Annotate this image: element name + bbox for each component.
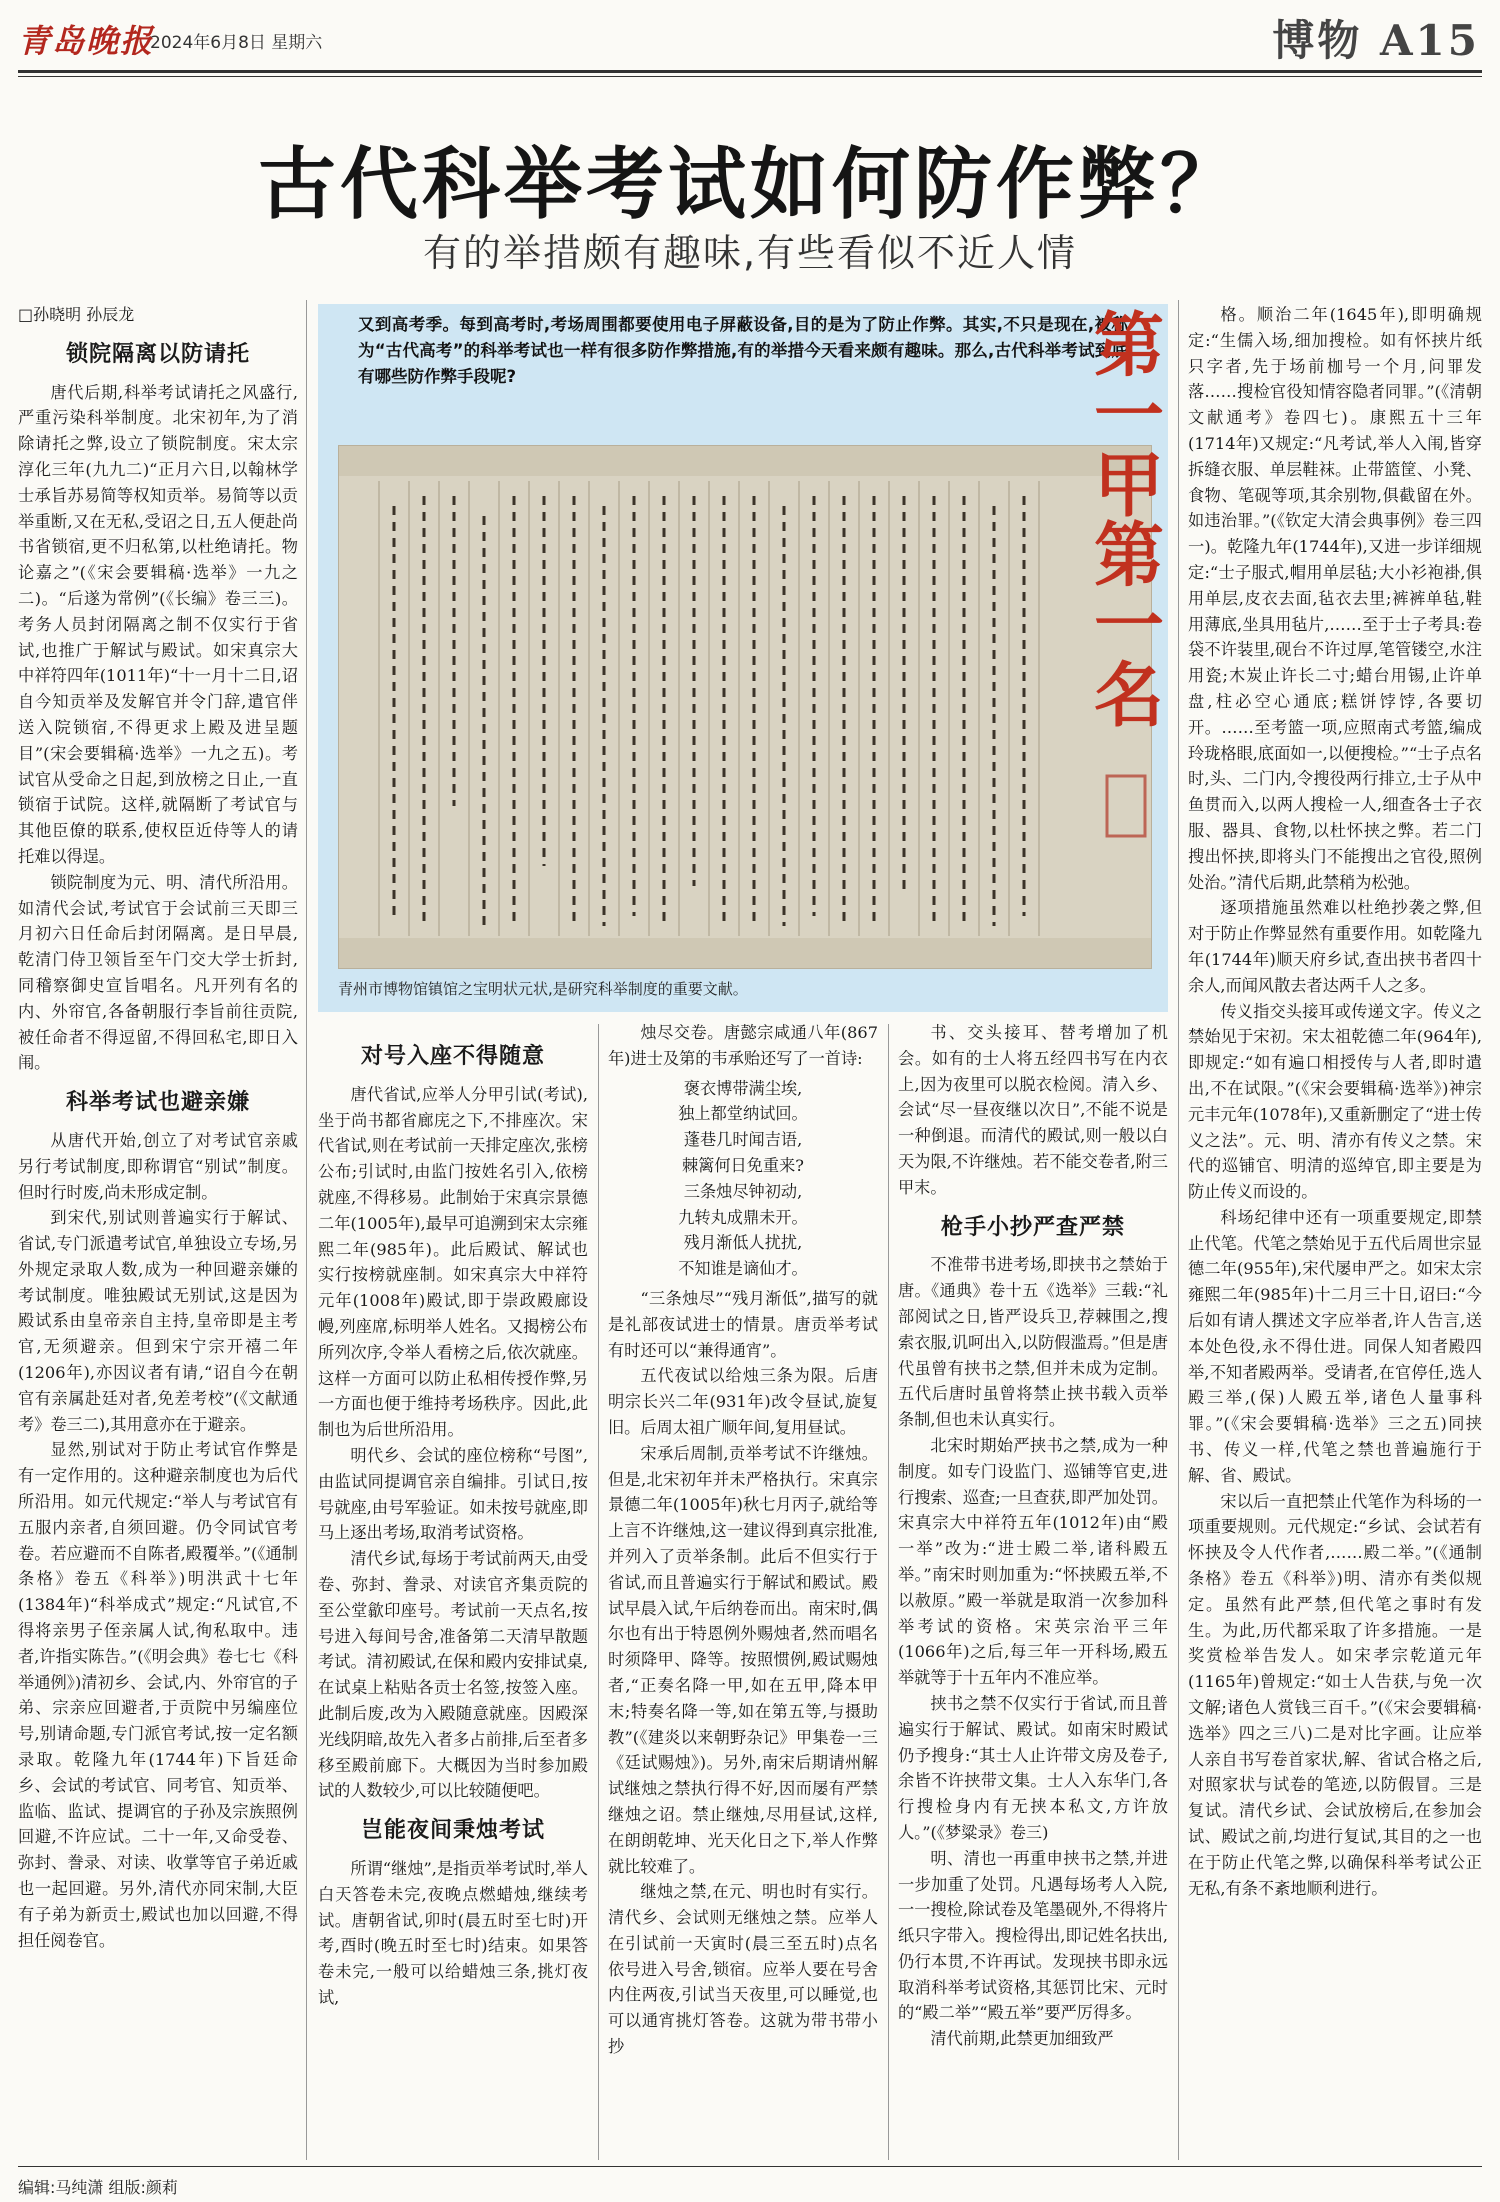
paragraph: 显然,别试对于防止考试官作弊是有一定作用的。这种避亲制度也为后代所沿用。如元代规定:“举人与考试官有五服内亲者,自须回避。仍令同试官考卷。若应避而不自陈者,殿覆举。”(《通制条格》卷五《科举》)明洪武十七年(1384年)“科举成式”规定:“凡试官,不得将亲男子侄亲属人试,徇私取中。违者,许指实陈告。”(《明会典》卷七七《科举通例》)清初乡、会试,内、外帘官的子弟、宗亲应回避者,于贡院中另编座位号,别请命题,专门派官考试,按一定名额录取。乾隆九年(1744年)下旨廷命乡、会试的考试官、同考官、知贡举、监临、监试、提调官的子孙及宗族照例回避,不许应试。二十一年,又命受卷、弥封、誊录、对读、收掌等官子弟近戚也一起回避。另外,清代亦同宋制,大臣有子弟为新贡士,殿试也加以回避,不得担任阅卷官。 (18, 1440, 298, 1950)
paragraph: 明代乡、会试的座位榜称“号图”,由监试同提调官亲自编排。引试日,按号就座,由号军验证。如未按号就座,即马上逐出考场,取消考试资格。 (318, 1445, 588, 1543)
poem-line: 九转丸成鼎未开。 (678, 1207, 808, 1227)
column-5 (1188, 302, 1482, 2162)
section-heading: 枪手小抄严查严禁 (940, 1214, 1125, 1240)
column-3 (608, 1020, 878, 2162)
poem-line: 独上都堂纳试回。 (678, 1104, 808, 1124)
paragraph: 格。顺治二年(1645年),即明确规定:“生儒入场,细加搜检。如有怀挟片纸只字者,先于场前枷号一个月,问罪发落……搜检官役知情容隐者同罪。”(《清朝文献通考》卷四七)。康熙五十三年(1714年)又规定:“凡考试,举人入闱,皆穿拆缝衣服、单层鞋袜。止带篮筐、小凳、食物、笔砚等项,其余别物,俱截留在外。如违治罪。”(《钦定大清会典事例》卷三四一)。乾隆九年(1744年),又进一步详细规定:“士子服式,帽用单层毡;大小衫袍褂,俱用单层,皮衣去面,毡衣去里;裤裤单毡,鞋用薄底,坐具用毡片,……至于士子考具:卷袋不许装里,砚台不许过厚,笔管镂空,水注用瓷;木炭止许长二寸;蜡台用锡,止许单盘,柱必空心通底;糕饼饽饽,各要切开。……至考篮一项,应照南式考篮,编成玲珑格眼,底面如一,以便搜检。”“士子点名时,头、二门内,令搜役两行排立,士子从中鱼贯而入,以两人搜检一人,细查各士子衣服、器具、食物,以杜怀挟之弊。若二门搜出怀挟,即将头门不能搜出之官役,照例处治。”清代后期,此禁稍为松弛。 (1188, 305, 1482, 892)
paragraph: 继烛之禁,在元、明也时有实行。清代乡、会试则无继烛之禁。应举人在引试前一天寅时(晨三至五时)点名依号进入号舍,锁宿。应举人要在号舍内住两夜,引试当天夜里,可以睡觉,也可以通宵挑灯答卷。这就为带书带小抄 (608, 1882, 878, 2057)
column-4 (898, 1020, 1168, 2162)
poem-line: 蓬巷几时闻吉语, (683, 1130, 803, 1150)
paragraph: 挟书之禁不仅实行于省试,而且普遍实行于解试、殿试。如南宋时殿试仍予搜身:“其士人止许带文房及卷子,余皆不许挟带文集。士人入东华门,各行搜检身内有无挟本私文,方许放人。”(《梦粱录》卷三) (898, 1693, 1168, 1842)
section-heading: 锁院隔离以防请托 (65, 341, 250, 367)
paragraph: 从唐代开始,创立了对考试官亲戚另行考试制度,即称谓官“别试”制度。但时行时废,尚未形成定制。 (18, 1130, 298, 1202)
poem-line: 不知谁是谪仙才。 (678, 1259, 808, 1279)
paragraph: 明、清也一再重申挟书之禁,并进一步加重了处罚。凡遇每场考人入院,一一搜检,除试卷及笔墨砚外,不得将片纸只字带入。搜检得出,即记姓名扶出,仍行本贯,不许再试。发现挟书即永远取消科举考试资格,其惩罚比宋、元时的“殿二举”“殿五举”要严厉得多。 (898, 1848, 1168, 2023)
column-2 (318, 1030, 588, 2162)
paragraph: 所谓“继烛”,是指贡举考试时,举人白天答卷未完,夜晚点燃蜡烛,继续考试。唐朝省试,卯时(晨五时至七时)开考,酉时(晚五时至七时)结束。如果答卷未完,一般可以给蜡烛三条,挑灯夜试, (318, 1858, 588, 2007)
paragraph: 到宋代,别试则普遍实行于解试、省试,专门派遣考试官,单独设立专场,另外规定录取人数,成为一种回避亲嫌的考试制度。唯独殿试无别试,这是因为殿试系由皇帝亲自主持,皇帝即是主考官,无须避亲。但到宋宁宗开禧二年(1206年),亦因议者有请,“诏自今在朝官有亲属赴廷对者,免差考校”(《文献通考》卷三二),其用意亦在于避亲。 (18, 1208, 298, 1434)
masthead-logo: 青岛晚报 (18, 22, 155, 60)
paragraph: 不准带书进考场,即挟书之禁始于唐。《通典》卷十五《选举》三载:“礼部阅试之日,皆严设兵卫,荐棘围之,搜索衣服,讥呵出入,以防假滥焉。”但是唐代虽曾有挟书之禁,但并未成为定制。五代后唐时虽曾将禁止挟书载入贡举条制,但也未认真实行。 (898, 1255, 1168, 1430)
poem-line: 残月渐低人扰扰, (683, 1233, 803, 1253)
issue-date: 2024年6月8日 星期六 (150, 33, 323, 53)
section-heading: 对号入座不得随意 (360, 1044, 545, 1069)
poem-line: 三条烛尽钟初动, (683, 1181, 803, 1201)
paragraph: 锁院制度为元、明、清代所沿用。如清代会试,考试官于会试前三天即三月初六日任命后封闭隔离。是日早晨,乾清门侍卫领旨至午门交大学士折封,同稽察御史宣旨唱名。凡开列有名的内、外帘官,各备朝服行李旨前往贡院,被任命者不得逗留,不得回私宅,即日入闱。 (18, 872, 298, 1073)
paragraph: 唐代省试,应举人分甲引试(考试),坐于尚书都省廊庑之下,不排座次。宋代省试,则在考试前一天排定座次,张榜公布;引试时,由监门按姓名引入,依榜就座,不得移易。此制始于宋真宗景德二年(1005年),最早可追溯到宋太宗雍熙二年(985年)。此后殿试、解试也实行按榜就座制。如宋真宗大中祥符元年(1008年)殿试,即于崇政殿廊设幔,列座席,标明举人姓名。又揭榜公布所列次序,令举人看榜之后,依次就座。这样一方面可以防止私相传授作弊,另一方面也便于维持考场秩序。因此,此制也为后世所沿用。 (318, 1084, 588, 1440)
column-divider (1178, 300, 1179, 2160)
paragraph: 传义指交头接耳或传递文字。传义之禁始见于宋初。宋太祖乾德二年(964年),即规定:“如有遍口相授传与人者,即时遣出,不在试限。”(《宋会要辑稿·选举》)神宗元丰元年(1078年),又重新删定了“进士传义之法”。元、明、清亦有传义之禁。宋代的巡铺官、明清的巡绰官,即主要是为防止传义而设的。 (1188, 1001, 1482, 1202)
paragraph: “三条烛尽”“残月渐低”,描写的就是礼部夜试进士的情景。唐贡举考试有时还可以“兼得通宵”。 (608, 1288, 878, 1360)
paragraph: 逐项措施虽然难以杜绝抄袭之弊,但对于防止作弊显然有重要作用。如乾隆九年(1744年)顺天府乡试,查出挟书者四十余人,而闻风散去者达两千人之多。 (1188, 898, 1482, 995)
paragraph: 唐代后期,科举考试请托之风盛行,严重污染科举制度。北宋初年,为了消除请托之弊,设立了锁院制度。宋太宗淳化三年(九九二)“正月六日,以翰林学士承旨苏易简等权知贡举。易简等以贡举重断,又在无私,受诏之日,五人便赴尚书省锁宿,更不归私第,以杜绝请托。物论嘉之”(《宋会要辑稿·选举》一九之二)。“后遂为常例”(《长编》卷三三)。考务人员封闭隔离之制不仅实行于省试,也推广于解试与殿试。如宋真宗大中祥符四年(1011年)“十一月十二日,诏自今知贡举及发解官并令门辞,遣官伴送入院锁宿,不得更求上殿及进呈题目”(宋会要辑稿·选举》一九之五)。考试官从受命之日起,到放榜之日止,一直锁宿于试院。这样,就隔断了考试官与其他臣僚的联系,使权臣近侍等人的请托难以得逞。 (18, 382, 298, 866)
header-rule (18, 70, 1482, 73)
column-divider (888, 1024, 889, 2160)
paragraph: 科场纪律中还有一项重要规定,即禁止代笔。代笔之禁始见于五代后周世宗显德二年(955年),宋代屡申严之。如宋太宗雍熙二年(985年)十二月三十日,诏曰:“今后如有请人撰述文字应举者,许人告言,送本处色役,永不得仕进。同保人知者殿四举,不知者殿两举。受请者,在官停任,选人殿三举,(保)人殿五举,诸色人量事科罪。”(《宋会要辑稿·选举》三之五)同挟书、传义一样,代笔之禁也普遍施行于解、省、殿试。 (1188, 1207, 1482, 1485)
paragraph: 北宋时期始严挟书之禁,成为一种制度。如专门设监门、巡铺等官吏,进行搜索、巡查;一旦查获,即严加处罚。宋真宗大中祥符五年(1012年)由“殿一举”改为:“进士殿二举,诸科殿五举。”南宋时则加重为:“怀挟殿五举,不以赦原。”殿一举就是取消一次参加科举考试的资格。宋英宗治平三年(1066年)之后,每三年一开科场,殿五举就等于十五年内不准应举。 (898, 1435, 1168, 1688)
section-heading: 岂能夜间秉烛考试 (360, 1818, 545, 1844)
seal-text: 第一甲第一名 (1082, 308, 1166, 728)
paragraph: 宋以后一直把禁止代笔作为科场的一项重要规则。元代规定:“乡试、会试若有怀挟及令人代作者,……殿二举。”(《通制条格》卷五《科举》)明、清亦有类似规定。虽然有此严禁,但代笔之事时有发生。为此,历代都采取了许多措施。一是奖赏检举告发人。如宋孝宗乾道元年(1165年)曾规定:“如士人告获,与免一次文解;诸色人赏钱三百千。”(《宋会要辑稿·选举》四之三八)二是对比字画。让应举人亲自书写卷首家状,解、省试合格之后,对照家状与试卷的笔迹,以防假冒。三是复试。清代乡试、会试放榜后,在参加会试、殿试之前,均进行复试,其目的之一也在于防止代笔之弊,以确保科举考试公正无私,有条不紊地顺利进行。 (1188, 1491, 1482, 1898)
intro-text: 又到高考季。每到高考时,考场周围都要使用电子屏蔽设备,目的是为了防止作弊。其实,不只是现在,被称为“古代高考”的科举考试也一样有很多防作弊措施,有的举措今天看来颇有趣味。那么,古代科举考试到底有哪些防作弊手段呢? (358, 315, 1128, 386)
footer-rule (18, 2166, 1482, 2167)
column-divider (306, 300, 307, 2160)
paragraph: 书、交头接耳、替考增加了机会。如有的士人将五经四书写在内衣上,因为夜里可以脱衣检阅。清入乡、会试“尽一昼夜继以次日”,不能不说是一种倒退。而清代的殿试,则一般以白天为限,不许继烛。若不能交卷者,附三甲末。 (898, 1023, 1168, 1197)
paragraph: 烛尽交卷。唐懿宗咸通八年(867年)进士及第的韦承贻还写了一首诗: (608, 1023, 878, 1068)
paragraph: 宋承后周制,贡举考试不许继烛。但是,北宋初年并未严格执行。宋真宗景德二年(1005年)秋七月丙子,就给等上言不许继烛,这一建议得到真宗批准,并列入了贡举条制。此后不但实行于省试,而且普遍实行于解试和殿试。殿试早晨入试,午后纳卷而出。南宋时,偶尔也有出于特恩例外赐烛者,然而唱名时须降甲、降等。按照惯例,殿试赐烛者,“正奏名降一甲,如在五甲,降本甲末;特奏名降一等,如在第五等,与摄助教”(《建炎以来朝野杂记》甲集卷一三《廷试赐烛》)。另外,南宋后期请州解试继烛之禁执行得不好,因而屡有严禁继烛之诏。禁止继烛,尽用昼试,这样,在朗朗乾坤、光天化日之下,举人作弊就比较难了。 (608, 1443, 878, 1876)
column-divider (598, 1024, 599, 2160)
header-rule-thin (18, 76, 1482, 77)
article-subtitle: 有的举措颇有趣味,有些看似不近人情 (422, 231, 1078, 275)
editor-credit: 编辑:马纯潇 组版:颜莉 (18, 2178, 178, 2197)
poem-line: 棘篱何日免重来? (682, 1155, 804, 1175)
photo-caption: 青州市博物馆镇馆之宝明状元状,是研究科举制度的重要文献。 (338, 980, 748, 998)
section-heading: 科举考试也避亲嫌 (65, 1090, 250, 1116)
column-1 (18, 302, 298, 2162)
paragraph: 清代前期,此禁更加细致严 (930, 2029, 1114, 2049)
article-title: 古代科举考试如何防作弊？ (257, 139, 1242, 230)
section-label: 博物 A15 (1272, 16, 1480, 65)
poem-line: 褒衣博带满尘埃, (683, 1078, 803, 1098)
paragraph: 清代乡试,每场于考试前两天,由受卷、弥封、誊录、对读官齐集贡院的至公堂歙印座号。考试前一天点名,按号进入每间号舍,准备第二天清早散题考试。清初殿试,在保和殿内安排试桌,在试桌上粘贴各贡士名签,按签入座。此制后废,改为入殿随意就座。因殿深光线阴暗,故先入者多占前排,后至者多移至殿前廊下。大概因为当时参加殿试的人数较少,可以比较随便吧。 (318, 1549, 588, 1801)
page-header (0, 0, 1500, 70)
poem (608, 1076, 878, 1282)
byline: □孙晓明 孙辰龙 (18, 305, 135, 324)
paragraph: 五代夜试以给烛三条为限。后唐明宗长兴二年(931年)改令昼试,旋复旧。后周太祖广顺年间,复用昼试。 (608, 1366, 878, 1437)
